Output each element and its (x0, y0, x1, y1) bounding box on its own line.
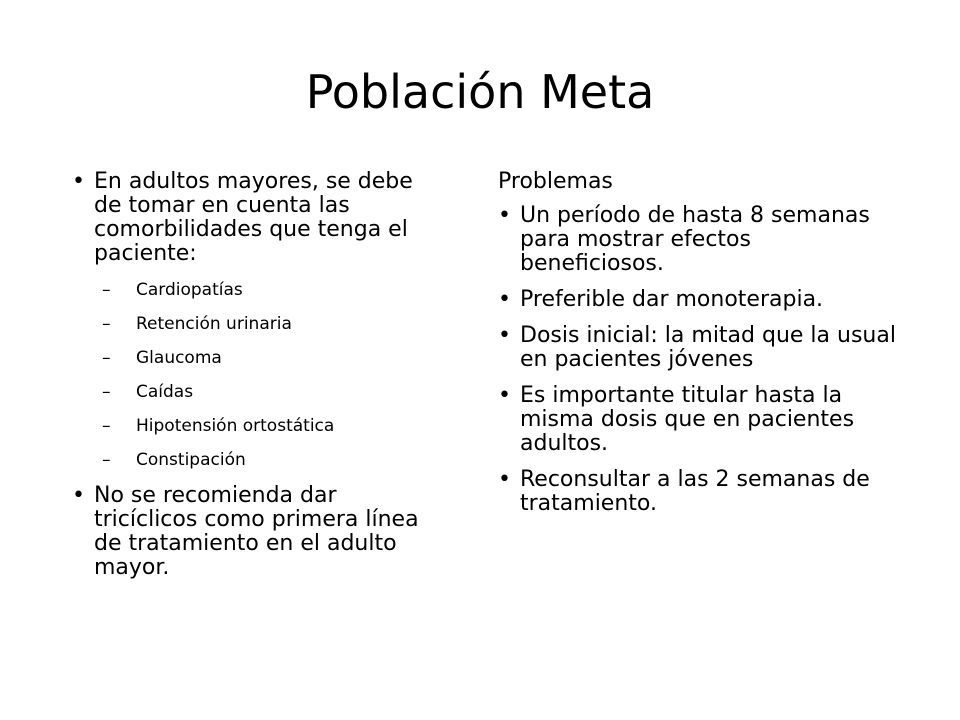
dash-icon: – (102, 280, 111, 300)
bullet-icon: • (72, 169, 85, 194)
sub-item-text: Caídas (136, 382, 194, 402)
dash-icon: – (102, 416, 111, 436)
bullet-text: No se recomienda dar tricíclicos como primera línea de tratamiento en el adulto mayor. (94, 483, 419, 580)
dash-icon: – (102, 314, 111, 334)
bullet-icon: • (498, 287, 511, 312)
sub-item-text: Glaucoma (136, 348, 222, 368)
sub-list-item (94, 280, 442, 300)
bullet-text: Preferible dar monoterapia. (520, 287, 824, 312)
bullet-text: Dosis inicial: la mitad que la usual en pacientes jóvenes (520, 323, 896, 372)
list-item (498, 204, 898, 276)
dash-icon: – (102, 450, 111, 470)
bullet-text: En adultos mayores, se debe de tomar en cuenta las comorbilidades que tenga el paciente: (94, 169, 413, 266)
column-heading: Problemas (498, 169, 613, 194)
bullet-text: Un período de hasta 8 semanas para mostrar efectos beneficiosos. (520, 203, 870, 276)
sub-list-item (94, 450, 442, 470)
sub-list-item (94, 416, 442, 436)
bullet-icon: • (498, 383, 511, 408)
bullet-icon: • (72, 483, 85, 508)
list-item (498, 288, 898, 312)
bullet-icon: • (498, 203, 511, 228)
sub-item-text: Retención urinaria (136, 314, 292, 334)
bullet-text: Reconsultar a las 2 semanas de tratamiento. (520, 467, 870, 516)
list-item (498, 384, 898, 456)
list-item (72, 170, 442, 470)
sub-list-item (94, 382, 442, 402)
list-item (498, 324, 898, 372)
bullet-text: Es importante titular hasta la misma dosis que en pacientes adultos. (520, 383, 855, 456)
comorbidity-list (94, 280, 442, 470)
slide-title: Población Meta (305, 65, 655, 119)
left-column (72, 170, 442, 590)
bullet-icon: • (498, 323, 511, 348)
dash-icon: – (102, 348, 111, 368)
dash-icon: – (102, 382, 111, 402)
sub-item-text: Constipación (136, 450, 246, 470)
right-column (498, 170, 898, 528)
sub-list-item (94, 348, 442, 368)
list-item (72, 484, 442, 580)
sub-item-text: Hipotensión ortostática (136, 416, 335, 436)
list-item (498, 468, 898, 516)
problems-list (498, 204, 898, 516)
bullet-icon: • (498, 467, 511, 492)
sub-item-text: Cardiopatías (136, 280, 243, 300)
left-bullet-list (72, 170, 442, 580)
sub-list-item (94, 314, 442, 334)
